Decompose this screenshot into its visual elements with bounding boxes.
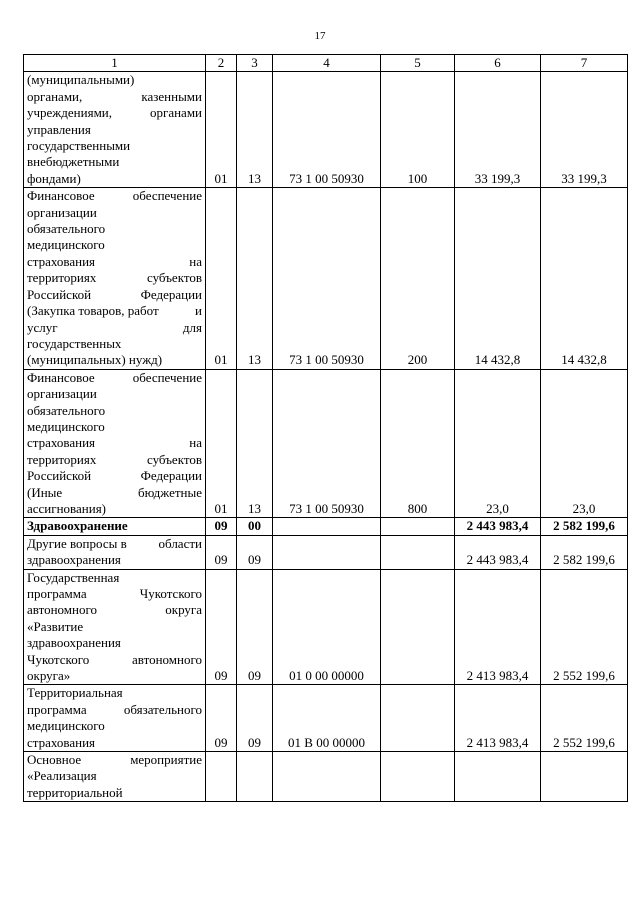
- row-name-cell: [24, 685, 206, 752]
- row-name-line: [27, 188, 202, 204]
- row-name-line: обязательного: [27, 221, 106, 237]
- line-part: территориях: [27, 270, 97, 286]
- table-row: [24, 188, 628, 369]
- row-name-line: Здравоохранение: [27, 518, 128, 534]
- expense-type-cell: [381, 569, 455, 685]
- line-part: обеспечение: [132, 369, 202, 385]
- row-name-line: [27, 452, 202, 468]
- row-name-line: (муниципальных) нужд): [27, 352, 163, 368]
- target-article-cell: 73 1 00 50930: [273, 188, 381, 369]
- line-part: программа: [27, 701, 87, 717]
- line-part: Основное: [27, 752, 82, 768]
- line-part: Федерации: [140, 468, 202, 484]
- row-name-line: здравоохранения: [27, 635, 121, 651]
- line-part: казенными: [141, 88, 202, 104]
- header-cell: 7: [541, 55, 628, 72]
- table-row: [24, 752, 628, 802]
- line-part: Финансовое: [27, 369, 95, 385]
- row-name-line: Территориальная: [27, 685, 123, 701]
- amount-year2-cell: 2 582 199,6: [541, 518, 628, 535]
- row-name-line: [27, 89, 202, 105]
- header-cell: 6: [455, 55, 541, 72]
- expense-type-cell: 800: [381, 369, 455, 518]
- line-part: (Закупка товаров, работ: [27, 303, 159, 319]
- table-row: [24, 569, 628, 685]
- row-name-line: внебюджетными: [27, 154, 120, 170]
- line-part: на: [189, 435, 202, 451]
- row-name-line: медицинского: [27, 237, 105, 253]
- row-name-line: «Развитие: [27, 618, 84, 634]
- line-part: автономного: [27, 602, 97, 618]
- header-cell: 3: [237, 55, 273, 72]
- row-name-line: [27, 702, 202, 718]
- row-name-line: [27, 586, 202, 602]
- row-name-line: [27, 752, 202, 768]
- line-part: органами: [149, 105, 202, 121]
- row-name-line: [27, 485, 202, 501]
- section-cell: 01: [206, 72, 237, 188]
- row-name-line: «Реализация: [27, 768, 97, 784]
- line-part: области: [158, 535, 202, 551]
- table-row: [24, 72, 628, 188]
- line-part: субъектов: [146, 451, 202, 467]
- row-name-cell: [24, 752, 206, 802]
- line-part: субъектов: [146, 270, 202, 286]
- row-name-line: фондами): [27, 170, 81, 186]
- amount-year1-cell: 33 199,3: [455, 72, 541, 188]
- row-name-line: государственных: [27, 335, 122, 351]
- header-cell: 1: [24, 55, 206, 72]
- line-part: услуг: [27, 319, 58, 335]
- target-article-cell: 01 0 00 00000: [273, 569, 381, 685]
- line-part: Чукотского: [27, 651, 90, 667]
- amount-year2-cell: [541, 752, 628, 802]
- subsection-cell: 13: [237, 188, 273, 369]
- section-cell: 09: [206, 569, 237, 685]
- line-part: автономного: [132, 651, 202, 667]
- line-part: страхования: [27, 435, 96, 451]
- page-number: 17: [314, 30, 326, 42]
- amount-year1-cell: 14 432,8: [455, 188, 541, 369]
- section-cell: [206, 752, 237, 802]
- line-part: Чукотского: [139, 586, 202, 601]
- row-name-line: [27, 320, 202, 336]
- row-name-line: (муниципальными): [27, 72, 135, 88]
- line-part: обязательного: [123, 701, 202, 717]
- amount-year1-cell: 2 413 983,4: [455, 685, 541, 752]
- row-name-line: медицинского: [27, 718, 105, 734]
- section-cell: 01: [206, 188, 237, 369]
- row-name-cell: [24, 72, 206, 188]
- row-name-line: [27, 370, 202, 386]
- line-part: (Иные: [27, 484, 63, 500]
- subsection-cell: 13: [237, 369, 273, 518]
- amount-year1-cell: 2 413 983,4: [455, 569, 541, 685]
- row-name-line: организации: [27, 204, 97, 220]
- line-part: бюджетные: [137, 484, 202, 500]
- section-cell: 09: [206, 685, 237, 752]
- row-name-line: организации: [27, 386, 97, 402]
- line-part: мероприятие: [130, 752, 202, 768]
- expense-type-cell: [381, 685, 455, 752]
- row-name-line: [27, 536, 202, 552]
- expense-type-cell: 100: [381, 72, 455, 188]
- amount-year2-cell: 2 582 199,6: [541, 535, 628, 569]
- table-row: [24, 369, 628, 518]
- subsection-cell: 13: [237, 72, 273, 188]
- row-name-line: округа»: [27, 668, 71, 684]
- row-name-line: [27, 270, 202, 286]
- target-article-cell: 73 1 00 50930: [273, 369, 381, 518]
- table-row: [24, 518, 628, 535]
- amount-year1-cell: 2 443 983,4: [455, 518, 541, 535]
- row-name-cell: [24, 188, 206, 369]
- subsection-cell: 09: [237, 535, 273, 569]
- line-part: Российской: [27, 286, 92, 302]
- row-name-line: [27, 652, 202, 668]
- amount-year2-cell: 2 552 199,6: [541, 685, 628, 752]
- row-name-cell: [24, 369, 206, 518]
- line-part: органами,: [27, 88, 83, 104]
- expense-type-cell: [381, 752, 455, 802]
- header-cell: 2: [206, 55, 237, 72]
- line-part: Финансовое: [27, 188, 95, 204]
- amount-year2-cell: 23,0: [541, 369, 628, 518]
- target-article-cell: 01 В 00 00000: [273, 685, 381, 752]
- row-name-line: [27, 468, 202, 484]
- expense-type-cell: [381, 535, 455, 569]
- table-row: [24, 535, 628, 569]
- row-name-cell: [24, 535, 206, 569]
- subsection-cell: 09: [237, 569, 273, 685]
- header-cell: 4: [273, 55, 381, 72]
- line-part: программа: [27, 586, 87, 601]
- row-name-line: [27, 303, 202, 319]
- row-name-line: [27, 602, 202, 618]
- target-article-cell: [273, 518, 381, 535]
- table-row: [24, 685, 628, 752]
- line-part: территориях: [27, 451, 97, 467]
- line-part: обеспечение: [132, 188, 202, 204]
- amount-year1-cell: [455, 752, 541, 802]
- row-name-line: [27, 435, 202, 451]
- amount-year2-cell: 33 199,3: [541, 72, 628, 188]
- line-part: Федерации: [140, 286, 202, 302]
- budget-table: [23, 54, 628, 802]
- section-cell: 09: [206, 535, 237, 569]
- amount-year1-cell: 23,0: [455, 369, 541, 518]
- header-cell: 5: [381, 55, 455, 72]
- row-name-line: медицинского: [27, 418, 105, 434]
- row-name-line: [27, 105, 202, 121]
- line-part: округа: [165, 602, 202, 618]
- row-name-line: обязательного: [27, 402, 106, 418]
- row-name-line: [27, 287, 202, 303]
- line-part: и: [195, 303, 202, 319]
- amount-year2-cell: 2 552 199,6: [541, 569, 628, 685]
- line-part: Другие вопросы в: [27, 535, 127, 551]
- amount-year2-cell: 14 432,8: [541, 188, 628, 369]
- expense-type-cell: 200: [381, 188, 455, 369]
- row-name-cell: [24, 569, 206, 685]
- line-part: страхования: [27, 253, 96, 269]
- section-cell: 01: [206, 369, 237, 518]
- row-name-line: управления: [27, 121, 91, 137]
- line-part: на: [189, 253, 202, 269]
- row-name-line: здравоохранения: [27, 552, 121, 568]
- row-name-line: [27, 254, 202, 270]
- subsection-cell: [237, 752, 273, 802]
- target-article-cell: [273, 535, 381, 569]
- line-part: учреждениями,: [27, 105, 113, 121]
- row-name-line: ассигнования): [27, 500, 107, 516]
- row-name-cell: [24, 518, 206, 535]
- target-article-cell: [273, 752, 381, 802]
- line-part: для: [182, 319, 202, 335]
- subsection-cell: 00: [237, 518, 273, 535]
- line-part: Российской: [27, 468, 92, 484]
- row-name-line: страхования: [27, 734, 96, 750]
- table-header-row: [24, 55, 628, 72]
- target-article-cell: 73 1 00 50930: [273, 72, 381, 188]
- amount-year1-cell: 2 443 983,4: [455, 535, 541, 569]
- row-name-line: Государственная: [27, 569, 120, 585]
- row-name-line: территориальной: [27, 784, 123, 800]
- section-cell: 09: [206, 518, 237, 535]
- subsection-cell: 09: [237, 685, 273, 752]
- row-name-line: государственными: [27, 138, 131, 154]
- expense-type-cell: [381, 518, 455, 535]
